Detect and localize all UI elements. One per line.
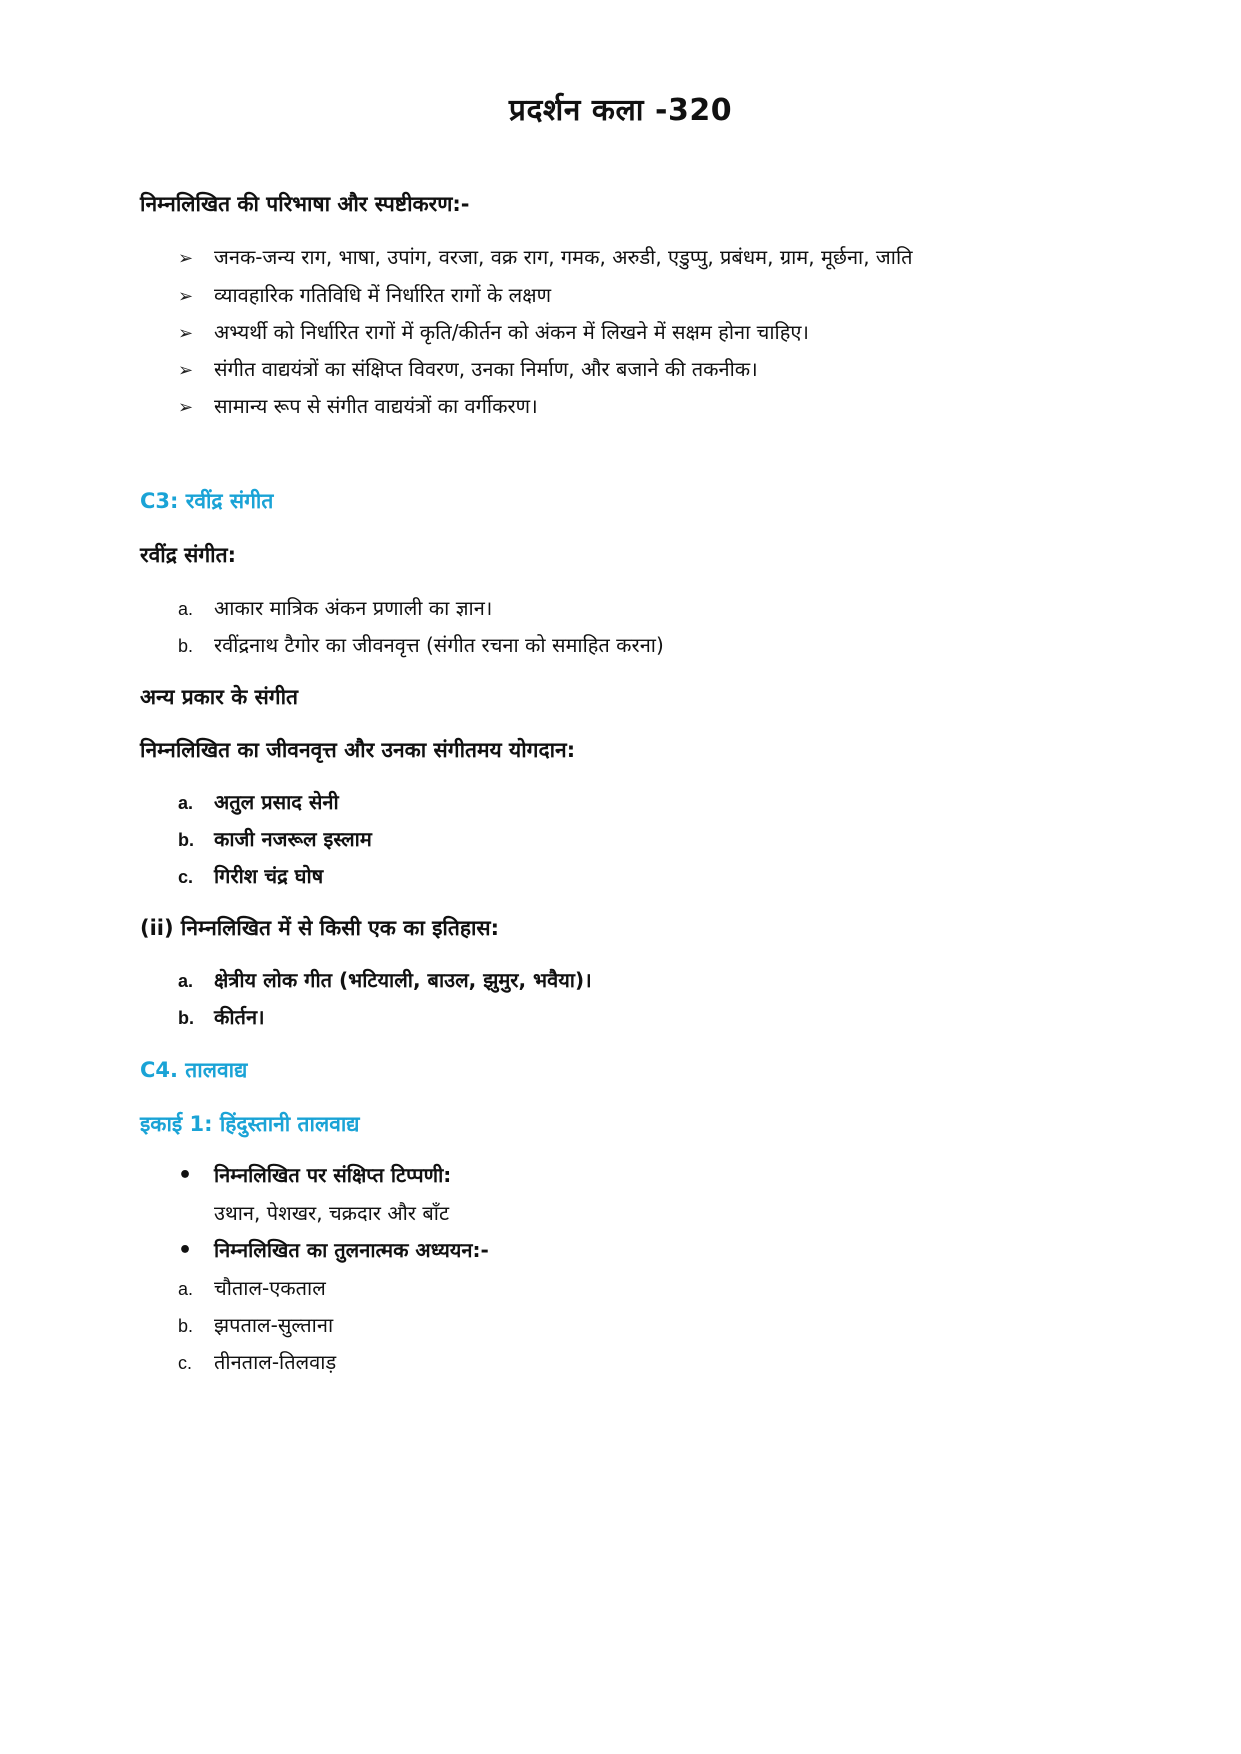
arrow-bullet-icon: ➢ [178, 248, 194, 269]
list-item: a. चौताल-एकताल [178, 1276, 326, 1300]
page-title: प्रदर्शन कला -320 [508, 93, 733, 128]
bullet-dot-icon: • [178, 1163, 193, 1188]
list-item: b. रवींद्रनाथ टैगोर का जीवनवृत्त (संगीत रचना को समाहित करना) [178, 633, 664, 657]
bullet-subtext: उथान, पेशखर, चक्रदार और बाँट [214, 1201, 450, 1225]
list-item: b. कीर्तन। [178, 1005, 265, 1029]
definition-heading: निम्नलिखित की परिभाषा और स्पष्टीकरण:- [140, 192, 470, 216]
other-music-heading: अन्य प्रकार के संगीत [140, 685, 299, 709]
list-item: ➢ व्यावहारिक गतिविधि में निर्धारित रागों के लक्षण [178, 283, 552, 307]
unit-heading: इकाई 1: हिंदुस्तानी तालवाद्य [140, 1112, 360, 1136]
subheading-rabindra: रवींद्र संगीत: [140, 543, 236, 567]
history-heading: (ii) निम्नलिखित में से किसी एक का इतिहास: [140, 916, 500, 940]
biography-heading: निम्नलिखित का जीवनवृत्त और उनका संगीतमय योगदान: [140, 738, 576, 762]
section-heading-c4: C4. तालवाद्य [140, 1058, 248, 1082]
bullet-item: • निम्नलिखित का तुलनात्मक अध्ययन:- [178, 1238, 489, 1263]
bullet-dot-icon: • [178, 1238, 193, 1263]
list-item: c. गिरीश चंद्र घोष [178, 864, 324, 888]
list-item: c. तीनताल-तिलवाड़ [178, 1350, 337, 1374]
arrow-bullet-icon: ➢ [178, 286, 194, 307]
list-item: ➢ जनक-जन्य राग, भाषा, उपांग, वरजा, वक्र राग, गमक, अरुडी, एडुप्पु, प्रबंधम, ग्राम, मूर्छना, जाति [178, 245, 913, 269]
arrow-bullet-icon: ➢ [178, 360, 194, 381]
list-item: b. काजी नजरूल इस्लाम [178, 827, 372, 851]
list-item: b. झपताल-सुल्ताना [178, 1313, 334, 1337]
arrow-bullet-icon: ➢ [178, 323, 194, 344]
arrow-bullet-icon: ➢ [178, 397, 194, 418]
list-item: a. आकार मात्रिक अंकन प्रणाली का ज्ञान। [178, 596, 493, 620]
bullet-item: • निम्नलिखित पर संक्षिप्त टिप्पणी: [178, 1163, 452, 1188]
list-item: ➢ सामान्य रूप से संगीत वाद्ययंत्रों का वर्गीकरण। [178, 394, 538, 418]
list-item: ➢ संगीत वाद्ययंत्रों का संक्षिप्त विवरण, उनका निर्माण, और बजाने की तकनीक। [178, 357, 758, 381]
section-heading-c3: C3: रवींद्र संगीत [140, 489, 274, 513]
list-item: a. क्षेत्रीय लोक गीत (भटियाली, बाउल, झुमुर, भवैया)। [178, 968, 592, 992]
list-item: ➢ अभ्यर्थी को निर्धारित रागों में कृति/कीर्तन को अंकन में लिखने में सक्षम होना चाहिए। [178, 320, 809, 344]
list-item: a. अतुल प्रसाद सेनी [178, 790, 339, 814]
